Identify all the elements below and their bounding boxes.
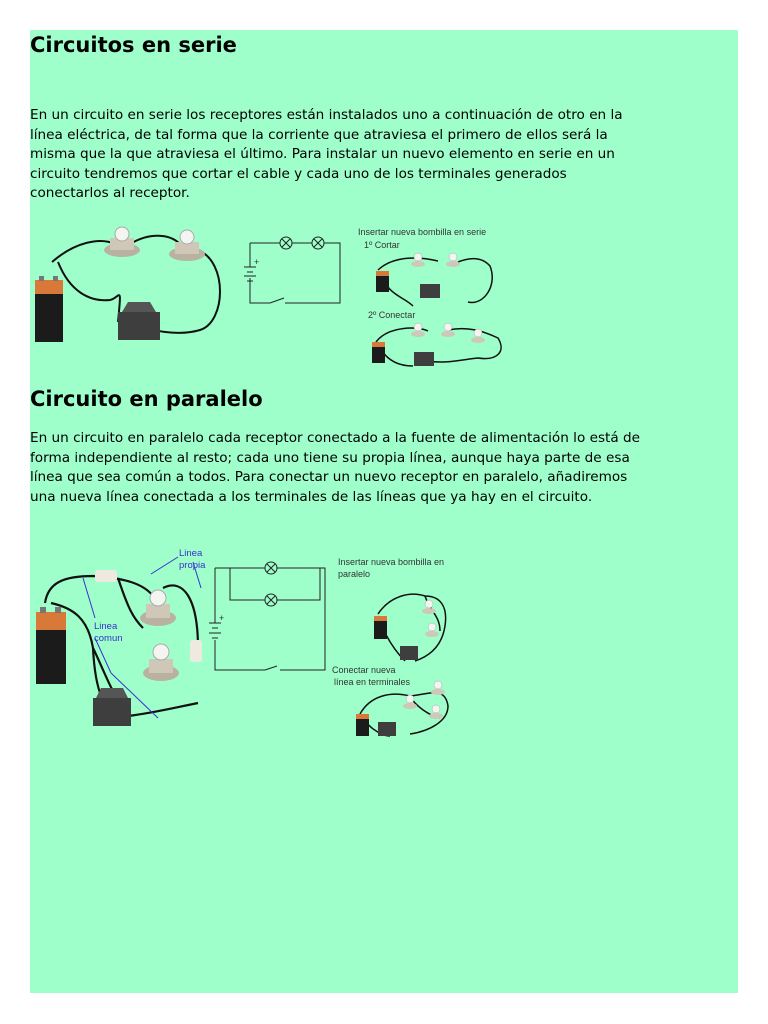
battery-icon — [36, 607, 66, 684]
parallel-schematic-diagram — [205, 558, 330, 673]
bulb-icon — [140, 590, 176, 626]
series-step1-label: 1º Cortar — [364, 240, 400, 250]
switch-icon — [118, 302, 160, 340]
parallel-figure-title-1: Insertar nueva bombilla en — [338, 557, 445, 567]
parallel-figure-subtitle-2: línea en terminales — [334, 677, 411, 687]
parallel-figure-title-2: paralelo — [338, 569, 371, 579]
series-circuit-photo — [30, 222, 235, 342]
parallel-paragraph: En un circuito en paralelo cada receptor conectado a la fuente de alimentación lo está de forma independiente al resto; cada uno tiene su propia línea, aunque haya parte de esa línea que sea común a todos. Para conectar un nuevo receptor en paralelo, añadiremos una nueva línea conectada a los terminales de las líneas que ya hay en el circuito. — [30, 430, 641, 505]
series-figure-title: Insertar nueva bombilla en serie — [358, 227, 487, 237]
parallel-circuit-photo — [33, 548, 218, 728]
document-page — [30, 30, 738, 993]
svg-text:+: + — [254, 257, 260, 267]
bulb-icon — [169, 230, 205, 261]
series-schematic-diagram — [240, 235, 342, 305]
svg-text:+: + — [219, 613, 225, 623]
battery-icon — [35, 276, 63, 342]
parallel-insert-bulb-figure — [330, 556, 455, 738]
switch-icon — [93, 688, 131, 726]
series-insert-bulb-figure — [358, 226, 508, 368]
common-line-label-1: Linea — [94, 621, 118, 632]
parallel-figure-subtitle-1: Conectar nueva — [332, 665, 396, 675]
own-line-label-2: propia — [179, 560, 206, 571]
parallel-heading: Circuito en paralelo — [30, 387, 263, 411]
series-heading: Circuitos en serie — [30, 33, 237, 57]
own-line-label-1: Linea — [179, 548, 203, 559]
series-step2-label: 2º Conectar — [368, 310, 416, 320]
series-paragraph: En un circuito en serie los receptores están instalados uno a continuación de otro en la línea eléctrica, de tal forma que la corriente que atraviesa el primero de ellos será la misma que la que atraviesa el último. Para instalar un nuevo elemento en serie en un circuito tendremos que cortar el cable y cada uno de los terminales generados conectarlos al receptor. — [30, 107, 623, 201]
bulb-icon — [143, 644, 179, 681]
common-line-label-2: comun — [94, 633, 123, 644]
